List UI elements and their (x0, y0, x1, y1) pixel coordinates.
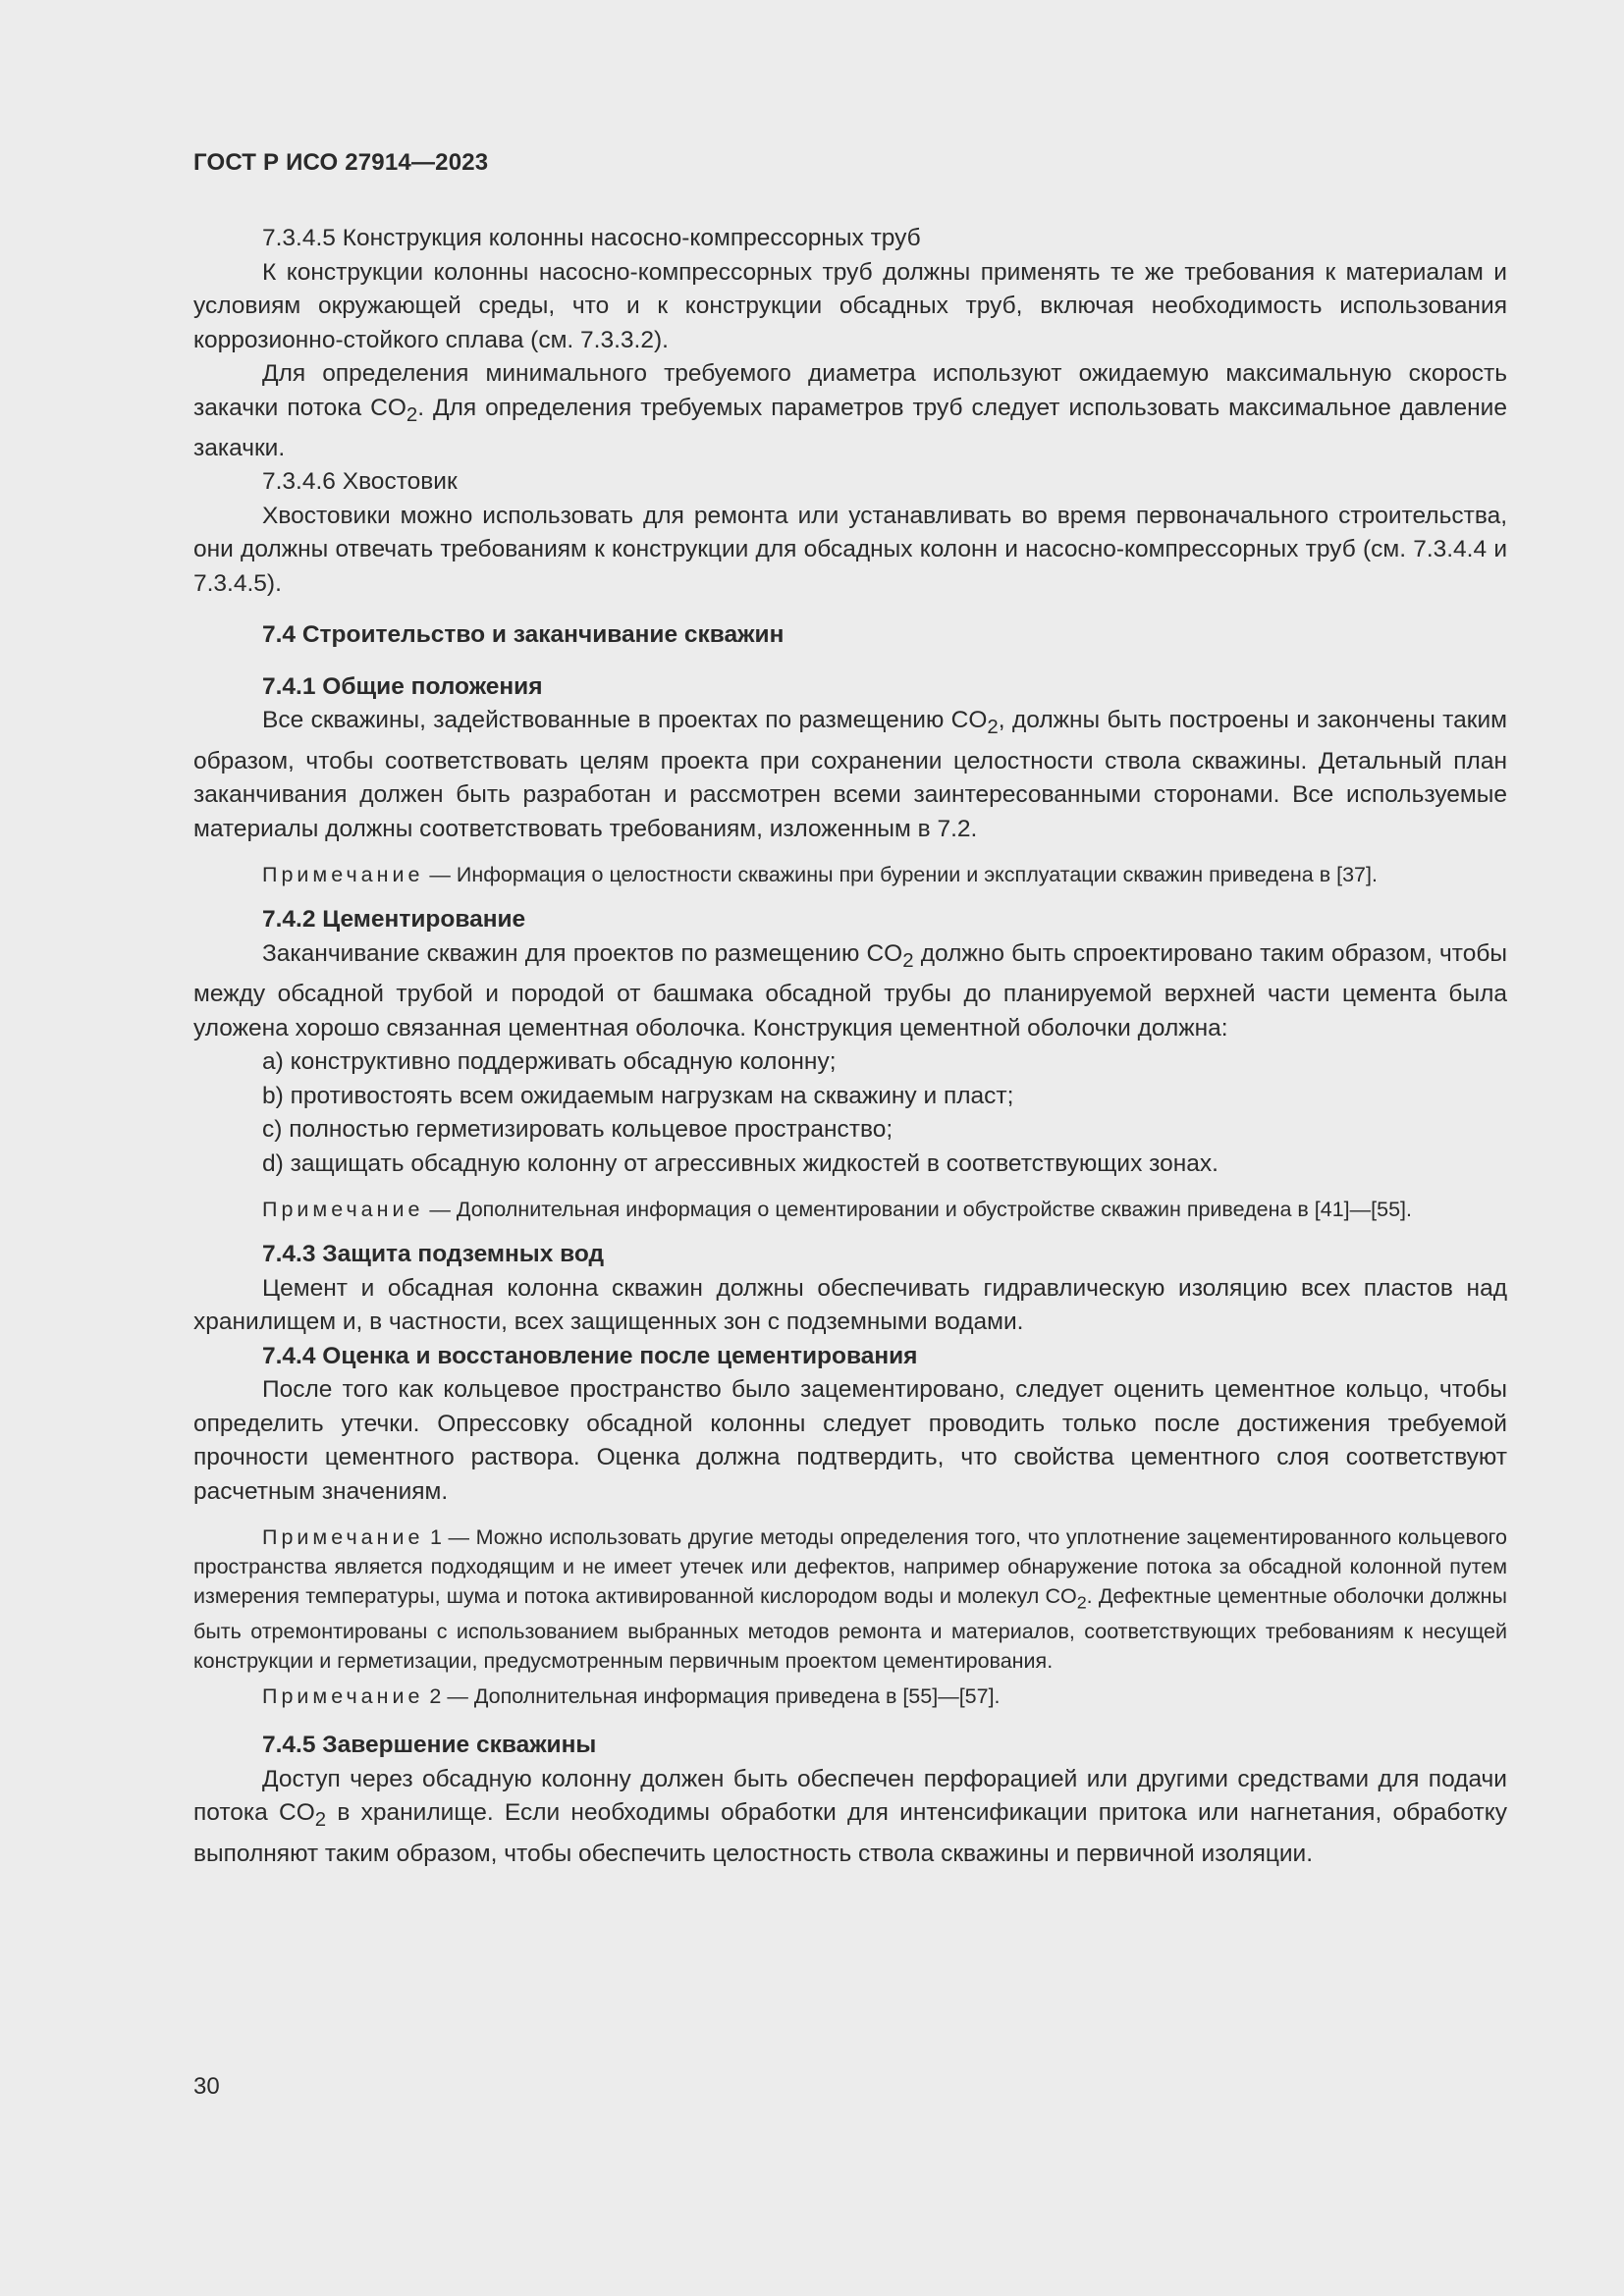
note: Примечание — Дополнительная информация о цементировании и обустройстве скважин приведена в [41]—[55]. (262, 1198, 1412, 1222)
section-title-7-4-4: 7.4.4 Оценка и восстановление после цементирования (262, 1342, 918, 1369)
paragraph: Хвостовики можно использовать для ремонта или устанавливать во время первоначального строительства, они должны отвечать требованиям к конструкции для обсадных колонн и насосно-компрессорных труб (см. 7.3.4.4 и 7.3.4.5). (193, 502, 1507, 597)
list-item: c) полностью герметизировать кольцевое пространство; (262, 1116, 893, 1144)
subsection-title-7-3-4-6: 7.3.4.6 Хвостовик (262, 468, 458, 496)
list-item: d) защищать обсадную колонну от агрессивных жидкостей в соответствующих зонах. (262, 1149, 1218, 1177)
paragraph: Заканчивание скважин для проектов по размещению $CO_2$ должно быть спроектировано таким образом, чтобы между обсадной трубой и породой от башмака обсадной трубы до планируемой верхней части цемента была уложена хорошо связанная цементная оболочка. Конструкция цементной оболочки должна: (193, 939, 1507, 1041)
note: Примечание 2 — Дополнительная информация приведена в [55]—[57]. (262, 1684, 1001, 1709)
section-title-7-4-5: 7.4.5 Завершение скважины (262, 1732, 597, 1759)
page-number: 30 (193, 2073, 220, 2100)
document-header: ГОСТ Р ИСО 27914—2023 (193, 149, 489, 176)
note: Примечание — Информация о целостности скважины при бурении и эксплуатации скважин приведена в [37]. (262, 863, 1378, 887)
list-item: b) противостоять всем ожидаемым нагрузкам на скважину и пласт; (262, 1082, 1014, 1109)
section-title-7-4-2: 7.4.2 Цементирование (262, 906, 526, 934)
note: Примечание 1 — Можно использовать другие методы определения того, что уплотнение зацементированного кольцевого пространства является подходящим и не имеет утечек или дефектов, например обнаружение потока за обсадной колонной путем измерения температуры, шума и потока активированной кислородом воды и молекул $CO_2$. Дефектные цементные оболочки должны быть отремонтированы с использованием выбранных методов ремонта и материалов, соответствующих требованиям к несущей конструкции и герметизации, предусмотренным первичным проектом цементирования. (193, 1525, 1508, 1674)
section-title-7-4-3: 7.4.3 Защита подземных вод (262, 1241, 605, 1268)
paragraph: К конструкции колонны насосно-компрессорных труб должны применять те же требования к материалам и условиям окружающей среды, что и к конструкции обсадных труб, включая необходимость использования коррозионно-стойкого сплава (см. 7.3.3.2). (193, 258, 1507, 353)
list-item: a) конструктивно поддерживать обсадную колонну; (262, 1048, 837, 1076)
section-title-7-4: 7.4 Строительство и заканчивание скважин (262, 621, 785, 649)
subsection-title-7-3-4-5: 7.3.4.5 Конструкция колонны насосно-компрессорных труб (262, 225, 921, 251)
paragraph: Доступ через обсадную колонну должен быть обеспечен перфорацией или другими средствами для подачи потока $CO_2$ в хранилище. Если необходимы обработки для интенсификации притока или нагнетания, обработку выполняют таким образом, чтобы обеспечить целостность ствола скважины и первичной изоляции. (193, 1765, 1507, 1867)
section-title-7-4-1: 7.4.1 Общие положения (262, 672, 543, 700)
document-body (193, 222, 1507, 1871)
paragraph: После того как кольцевое пространство было зацементировано, следует оценить цементное кольцо, чтобы определить утечки. Опрессовку обсадной колонны следует проводить только после достижения требуемой прочности цементного раствора. Оценка должна подтвердить, что свойства цементного слоя соответствуют расчетным значениям. (193, 1376, 1507, 1505)
paragraph: Для определения минимального требуемого диаметра используют ожидаемую максимальную скорость закачки потока $CO_2$. Для определения требуемых параметров труб следует использовать максимальное давление закачки. (193, 360, 1507, 461)
paragraph: Цемент и обсадная колонна скважин должны обеспечивать гидравлическую изоляцию всех пластов над хранилищем и, в частности, всех защищенных зон с подземными водами. (193, 1274, 1507, 1336)
paragraph: Все скважины, задействованные в проектах по размещению $CO_2$, должны быть построены и закончены таким образом, чтобы соответствовать целям проекта при сохранении целостности ствола скважины. Детальный план заканчивания должен быть разработан и рассмотрен всеми заинтересованными сторонами. Все используемые материалы должны соответствовать требованиям, изложенным в 7.2. (193, 707, 1507, 842)
